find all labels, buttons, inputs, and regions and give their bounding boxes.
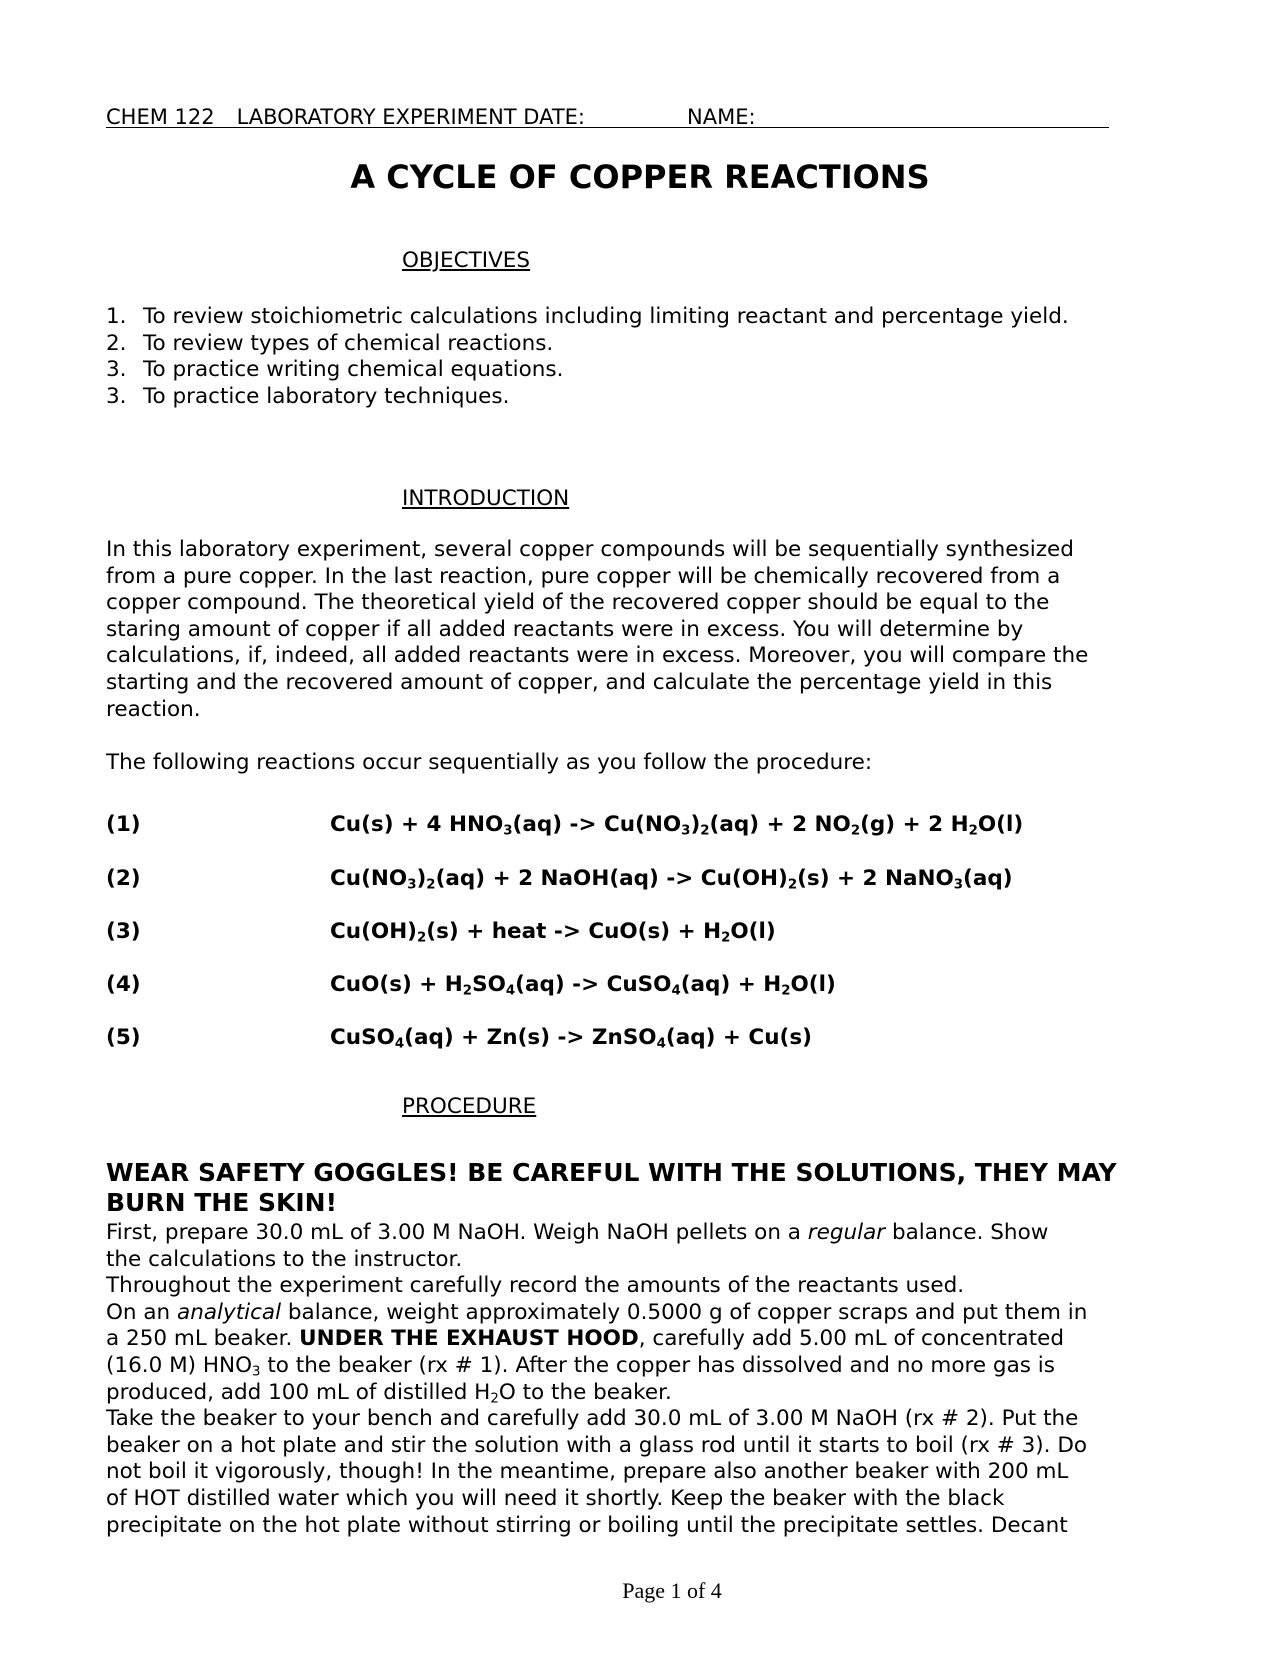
procedure-line: the calculations to the instructor. [106,1246,463,1272]
objective-item: 2. To review types of chemical reactions. [106,330,554,356]
objectives-list [106,304,1069,410]
procedure-line: Take the beaker to your bench and carefully add 30.0 mL of 3.00 M NaOH (rx # 2). Put the [106,1406,1079,1432]
reaction-number: (1) [106,812,141,837]
objectives-heading: OBJECTIVES [402,248,531,273]
reaction-number: (5) [106,1025,141,1050]
procedure-line: beaker on a hot plate and stir the solution with a glass rod until it starts to boil (rx # 3). Do [106,1432,1088,1458]
reaction-equation: Cu(s) + 4 $HNO_3(aq) -> Cu(NO_3)_2(aq) + 2$ $NO_2(g) + 2$ $H_2O(l)$ [330,812,1024,839]
objective-item: 3. To practice writing chemical equations. [106,357,564,383]
procedure-line: of HOT distilled water which you will need it shortly. Keep the beaker with the black [106,1485,1005,1511]
procedure-heading: PROCEDURE [402,1094,537,1119]
name-label: NAME: [687,105,756,129]
procedure-line: On an analytical balance, weight approximately 0.5000 g of copper scraps and put them in [106,1299,1088,1325]
introduction-paragraph: In this laboratory experiment, several copper compounds will be sequentially synthesized from a pure copper. In the last reaction, pure copper will be chemically recovered from a copper compound. The theoretical yield of the recovered copper should be equal to the staring amount of copper if all added reactants were in excess. You will determine by calculations, if, indeed, all added reactants were in excess. Moreover, you will compare the starting and the recovered amount of copper, and calculate the percentage yield in this reaction. [106,537,1089,722]
procedure-line: produced, add 100 mL of distilled $H_2O$ to the beaker. [106,1379,672,1406]
reaction-equation: $CuO(s) + H_2SO_4(aq)$ -> CuSO$_4$(aq) + $H_2O(l)$ [330,972,836,999]
reaction-equation: $Cu(OH)_2(s)$ + heat -> $CuO(s) + H_2O(l)$ [330,919,776,946]
introduction-heading: INTRODUCTION [402,486,570,511]
course-code: CHEM 122 [106,105,215,129]
procedure-line: First, prepare 30.0 mL of 3.00 M NaOH. Weigh NaOH pellets on a regular balance. Show [106,1220,1049,1245]
header-underline [106,127,1109,128]
document-title: A CYCLE OF COPPER REACTIONS [350,158,930,196]
safety-warning: WEAR SAFETY GOGGLES! BE CAREFUL WITH THE SOLUTIONS, THEY MAY BURN THE SKIN! [106,1158,1117,1217]
procedure-line: (16.0 M) $HNO_3$ to the beaker (rx # 1). After the copper has dissolved and no more gas is [106,1352,1055,1380]
reaction-number: (2) [106,866,141,891]
procedure-line: Throughout the experiment carefully record the amounts of the reactants used. [106,1273,965,1299]
objective-item: 3. To practice laboratory techniques. [106,383,510,409]
procedure-line: a 250 mL beaker. UNDER THE EXHAUST HOOD, carefully add 5.00 mL of concentrated [106,1326,1065,1352]
reaction-number: (3) [106,919,141,944]
page-number: Page 1 of 4 [622,1578,722,1603]
procedure-line: precipitate on the hot plate without stirring or boiling until the precipitate settles. Decant [106,1512,1068,1538]
experiment-date-label: LABORATORY EXPERIMENT DATE: [236,105,585,129]
objective-item: 1. To review stoichiometric calculations including limiting reactant and percentage yield. [106,304,1069,329]
reactions-intro: The following reactions occur sequentially as you follow the procedure: [106,750,873,775]
reaction-equation: $Cu(NO_3)_2(aq) + 2$ NaOH(aq) -> $Cu(OH)_2(s) + 2$ NaNO$_3$(aq) [330,866,1013,893]
reaction-equation: CuSO$_4$(aq) + Zn(s) -> ZnSO$_4$(aq) + Cu(s) [330,1025,812,1052]
reaction-number: (4) [106,972,141,997]
procedure-paragraph [106,1220,1196,1539]
procedure-line: not boil it vigorously, though! In the meantime, prepare also another beaker with 200 mL [106,1459,1069,1485]
